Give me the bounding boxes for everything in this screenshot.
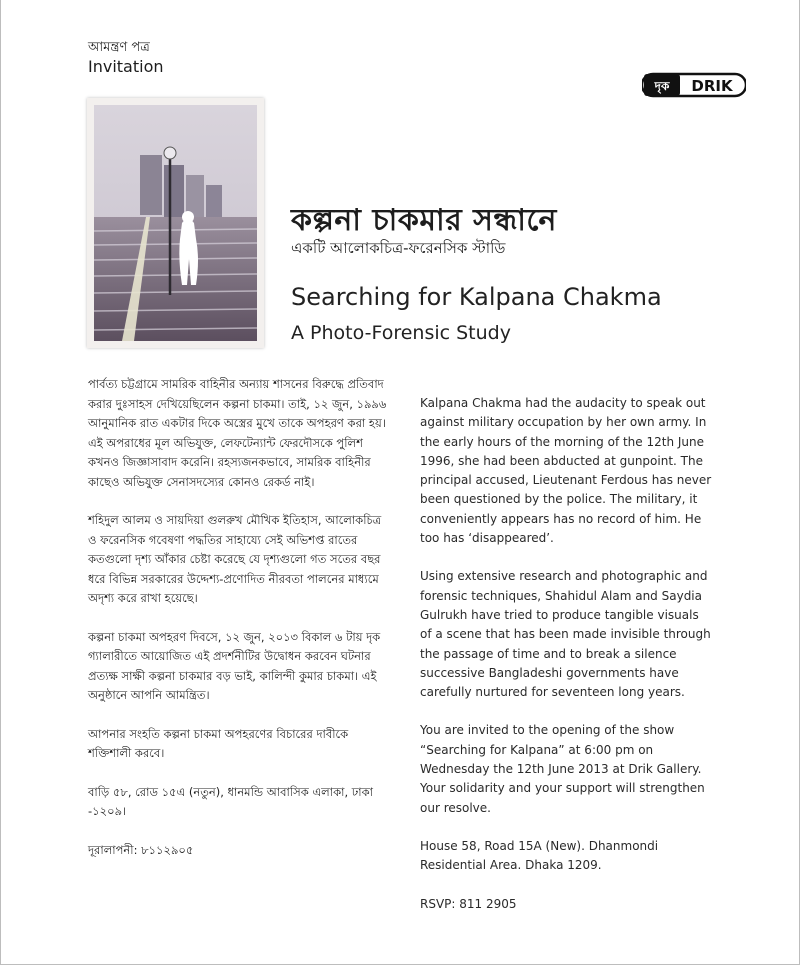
bn-paragraph-4: আপনার সংহতি কল্পনা চাকমা অপহরণের বিচারের দাবীকে শক্তিশালী করবে।: [88, 726, 349, 760]
body-bangla-column: [88, 375, 388, 879]
en-paragraph-1: Kalpana Chakma had the audacity to speak out against military occupation by her own army. In the early hours of the morning of the 12th June 1996, she had been abducted at gunpoint. The principal accused, Lieutenant Ferdous has never been questioned by the police. The military, it conveniently appears has no record of him. He too has ‘disappeared’.: [420, 396, 712, 546]
en-paragraph-2: Using extensive research and photographic and forensic techniques, Shahidul Alam and Saydia Gulrukh have tried to produce tangible visuals of a scene that has been made invisible through the passage of time and to break a silence successive Bangladeshi governments have carefully nurtured for seventeen long years.: [420, 569, 711, 700]
bn-paragraph-3: কল্পনা চাকমা অপহরণ দিবসে, ১২ জুন, ২০১৩ বিকাল ৬ টায় দৃক গ্যালারীতে আয়োজিত এই প্রদর্শনীটির উদ্বোধন করবেন ঘটনার প্রত্যক্ষ সাক্ষী কল্পনা চাকমার বড় ভাই, কালিন্দী কুমার চাকমা। এই অনুষ্ঠানে আপনি আমন্ত্রিত।: [88, 629, 381, 702]
subtitle-bangla: একটি আলোকচিত্র-ফরেনসিক স্টাডি: [291, 239, 506, 257]
bn-paragraph-2: শহিদুল আলম ও সায়দিয়া গুলরুখ মৌখিক ইতিহাস, আলোকচিত্র ও ফরেনসিক গবেষণা পদ্ধতির সাহায্যে সেই অভিশপ্ত রাতের কতগুলো দৃশ্য আঁকার চেষ্টা করেছে যে দৃশ্যগুলো গত সতের বছর ধরে বিভিন্ন সরকারের উদ্দেশ্য-প্রণোদিত নীরবতা পালনের মাধ্যমে অদৃশ্য করে রাখা হয়েছে।: [88, 513, 382, 605]
en-rsvp: RSVP: 811 2905: [420, 896, 517, 911]
bn-address: বাড়ি ৫৮, রোড ১৫এ (নতুন), ধানমন্ডি আবাসিক এলাকা, ঢাকা -১২০৯।: [88, 784, 374, 818]
cover-photo: [87, 98, 264, 348]
drik-logo: [642, 70, 746, 100]
title-english: Searching for Kalpana Chakma: [291, 283, 662, 311]
en-paragraph-3: You are invited to the opening of the show “Searching for Kalpana” at 6:00 pm on Wednesday the 12th June 2013 at Drik Gallery. Your solidarity and your support will strengthen our resolve.: [420, 723, 705, 815]
title-bangla: কল্পনা চাকমার সন্ধানে: [291, 203, 557, 238]
drik-logo-text: DRIK: [691, 77, 733, 95]
bn-phone: দূরালাপনী: ৮১১২৯০৫: [88, 842, 194, 857]
subtitle-english: A Photo-Forensic Study: [291, 322, 511, 344]
en-address: House 58, Road 15A (New). Dhanmondi Residential Area. Dhaka 1209.: [420, 838, 659, 873]
invitation-label-bn: আমন্ত্রণ পত্র: [88, 40, 150, 55]
bn-paragraph-1: পার্বত্য চট্টগ্রামে সামরিক বাহিনীর অন্যায় শাসনের বিরুদ্ধে প্রতিবাদ করার দুঃসাহস দেখিয়েছিলেন কল্পনা চাকমা। তাই, ১২ জুন, ১৯৯৬ আনুমানিক রাত একটার দিকে অস্ত্রের মুখে তাকে অপহরণ করা হয়। এই অপরাধের মূল অভিযুক্ত, লেফটেন্যান্ট ফেরদৌসকে পুলিশ কখনও জিজ্ঞাসাবাদ করেনি। রহস্যজনকভাবে, সামরিক বাহিনীর কাছেও অভিযুক্ত সেনাসদস্যের কোনও রেকর্ড নাই।: [88, 377, 387, 489]
invitation-label-en: Invitation: [88, 57, 164, 76]
body-english-column: [420, 394, 712, 933]
cover-photo-image: [94, 105, 257, 341]
drik-logo-mark: দৃক: [654, 79, 670, 93]
